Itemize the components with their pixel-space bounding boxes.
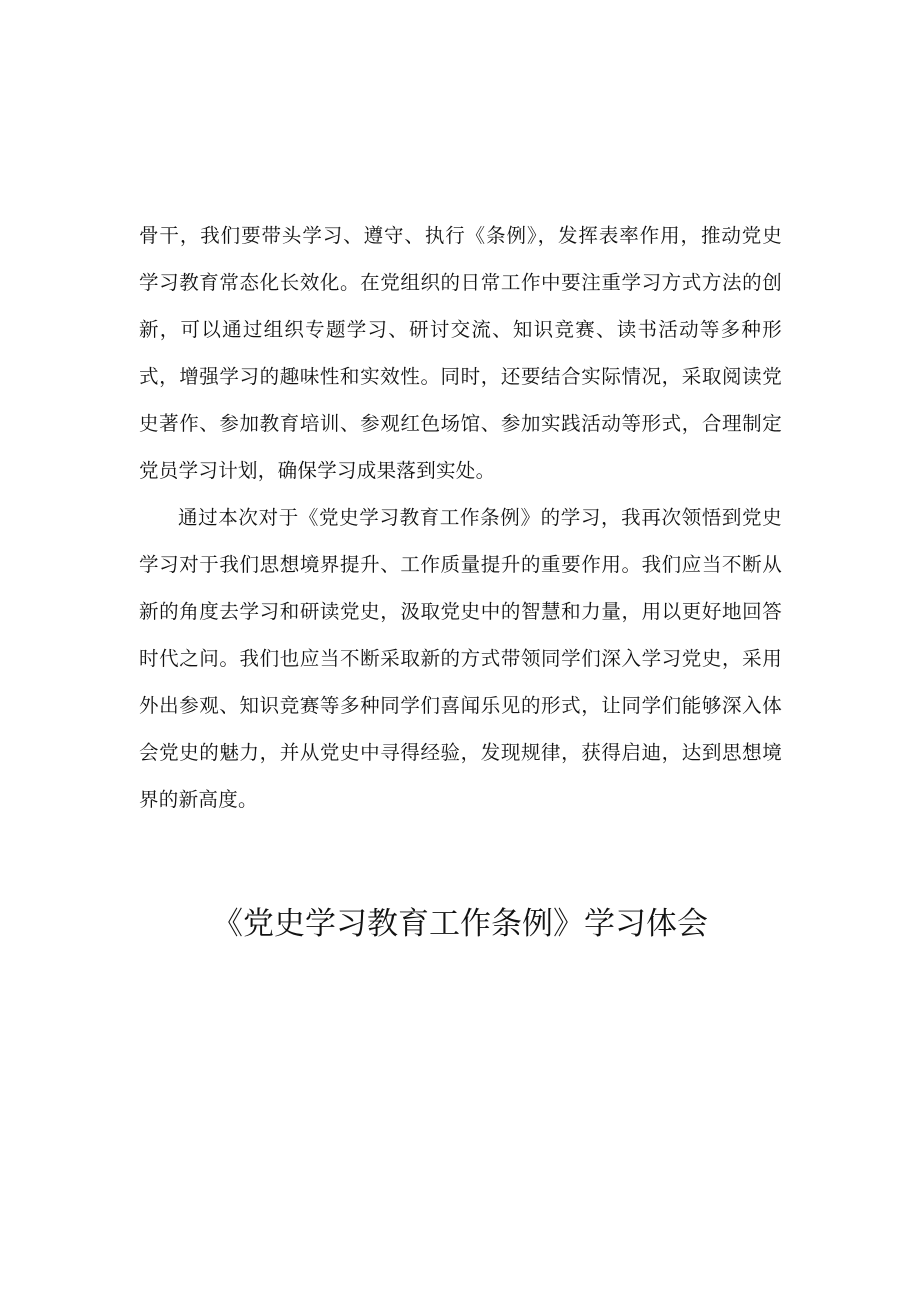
paragraph-conclusion: 通过本次对于《党史学习教育工作条例》的学习，我再次领悟到党史学习对于我们思想境界提升、工作质量提升的重要作用。我们应当不断从新的角度去学习和研读党史，汲取党史中的智慧和力量，用以更好地回答时代之问。我们也应当不断采取新的方式带领同学们深入学习党史，采用外出参观、知识竞赛等多种同学们喜闻乐见的形式，让同学们能够深入体会党史的魅力，并从党史中寻得经验，发现规律，获得启迪，达到思想境界的新高度。 <box>139 506 782 811</box>
body-text <box>139 212 782 823</box>
paragraph-continued: 骨干，我们要带头学习、遵守、执行《条例》，发挥表率作用，推动党史学习教育常态化长效化。在党组织的日常工作中要注重学习方式方法的创新，可以通过组织专题学习、研讨交流、知识竞赛、读书活动等多种形式，增强学习的趣味性和实效性。同时，还要结合实际情况，采取阅读党史著作、参加教育培训、参观红色场馆、参加实践活动等形式，合理制定党员学习计划，确保学习成果落到实处。 <box>139 224 782 482</box>
section-title: 《党史学习教育工作条例》学习体会 <box>212 906 708 942</box>
